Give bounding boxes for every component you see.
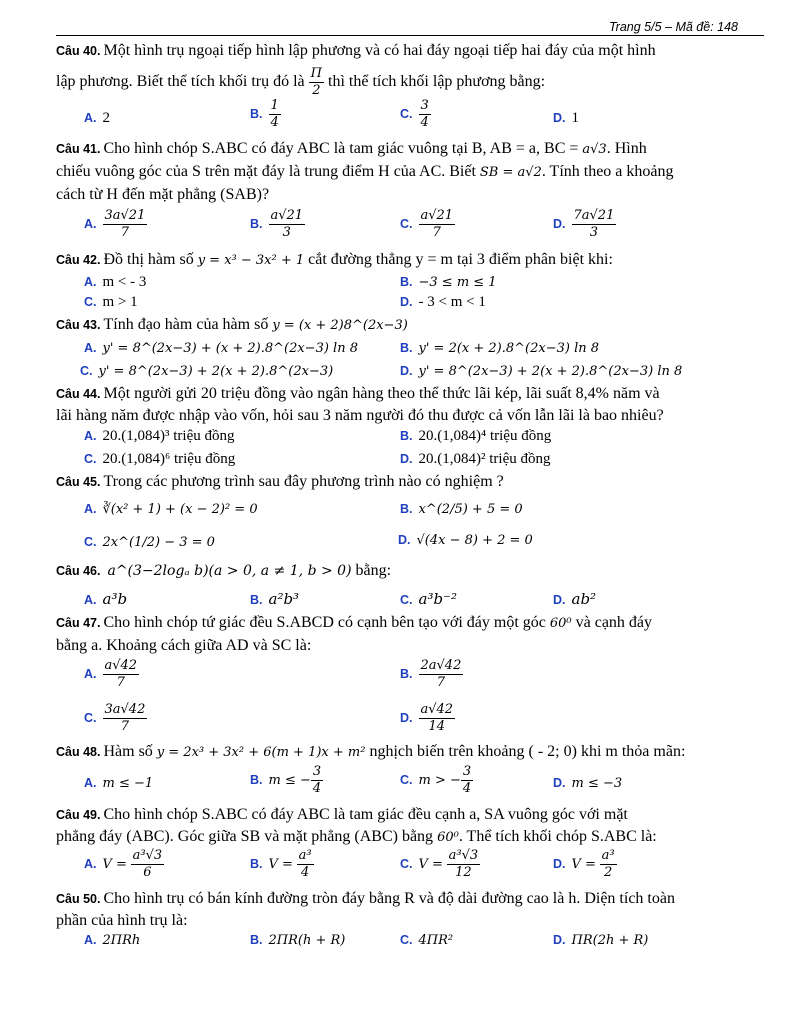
option-value: ΠR(2h + R)	[571, 933, 649, 948]
numerator: a√21	[270, 208, 304, 223]
denominator: 4	[301, 865, 310, 880]
option-d[interactable]	[400, 449, 550, 469]
option-value: m ≤ −3	[571, 776, 623, 791]
option-d[interactable]	[400, 292, 486, 312]
option-value: 2	[102, 110, 110, 126]
question-44	[56, 383, 764, 427]
question-text	[56, 560, 764, 582]
option-value: 4ΠR²	[418, 933, 454, 948]
option-value: √(4x − 8) + 2 = 0	[416, 533, 533, 548]
question-text	[56, 314, 764, 337]
question-text	[56, 249, 764, 272]
option-label: B.	[400, 666, 413, 681]
text-line: . Thể tích khối chóp S.ABC là:	[458, 828, 657, 845]
option-label: D.	[553, 111, 566, 125]
option-c[interactable]	[400, 98, 431, 131]
question-label: Câu 50.	[56, 892, 101, 906]
option-b[interactable]	[250, 848, 314, 881]
fraction	[419, 658, 464, 691]
option-label: D.	[553, 593, 566, 607]
option-label: B.	[250, 593, 263, 607]
denominator: 2	[604, 865, 613, 880]
question-text	[56, 184, 764, 206]
option-label: A.	[84, 275, 97, 289]
denominator: 4	[462, 781, 472, 796]
question-45	[56, 471, 764, 493]
numerator: a√21	[420, 208, 454, 223]
question-47	[56, 612, 764, 657]
text-line: lập phương. Biết thể tích khối trụ đó là	[56, 73, 305, 91]
denominator: 7	[116, 675, 125, 690]
fraction	[447, 848, 481, 881]
option-label: B.	[400, 429, 413, 443]
option-value: 2x^(1/2) − 3 = 0	[102, 535, 215, 550]
question-43	[56, 314, 764, 337]
fraction	[309, 66, 324, 99]
option-b[interactable]	[250, 930, 345, 951]
option-label: C.	[80, 364, 93, 378]
option-d[interactable]	[400, 361, 682, 382]
option-label: C.	[84, 295, 97, 309]
page-number: Trang 5/5 – Mã đề: 148	[608, 20, 738, 34]
text-line: phẳng đáy (ABC). Góc giữa SB và mặt phẳng (ABC) bằng	[56, 828, 434, 845]
fraction	[572, 208, 617, 241]
option-b[interactable]	[400, 426, 551, 446]
text-line: Đồ thị hàm số	[103, 251, 194, 268]
math-expression: y = 2x³ + 3x² + 6(m + 1)x + m²	[156, 745, 366, 760]
option-value: 20.(1,084)⁶ triệu đồng	[102, 451, 236, 467]
denominator: 4	[420, 115, 429, 130]
question-40	[56, 40, 764, 99]
option-value: 2ΠR(h + R)	[268, 933, 346, 948]
denominator: 7	[432, 225, 441, 240]
denominator: 14	[428, 719, 446, 734]
option-label: A.	[84, 111, 97, 125]
text-line: và cạnh đáy	[575, 614, 653, 631]
question-text	[56, 826, 764, 849]
option-c[interactable]	[400, 208, 455, 241]
option-value: x^(2/5) + 5 = 0	[418, 502, 523, 517]
option-label: B.	[250, 216, 263, 231]
numerator: 3a√21	[104, 208, 146, 223]
option-value: y' = 8^(2x−3) + 2(x + 2).8^(2x−3) ln 8	[418, 364, 683, 379]
question-text	[56, 888, 764, 910]
text-line: phần của hình trụ là:	[56, 912, 188, 929]
fraction	[297, 848, 314, 881]
option-value: m > 1	[102, 294, 138, 310]
option-label: A.	[84, 856, 97, 871]
fraction	[419, 98, 431, 131]
denominator: 7	[120, 225, 130, 240]
option-label: A.	[84, 593, 97, 607]
option-a[interactable]	[84, 930, 140, 951]
question-label: Câu 42.	[56, 253, 101, 267]
option-c[interactable]	[84, 532, 215, 553]
question-text	[56, 138, 764, 161]
fraction	[103, 658, 140, 691]
option-label: A.	[84, 502, 97, 516]
question-label: Câu 49.	[56, 808, 101, 822]
option-value: - 3 < m < 1	[418, 294, 486, 310]
option-a[interactable]	[84, 426, 234, 446]
question-41	[56, 138, 764, 206]
fraction	[419, 208, 456, 241]
option-label: C.	[400, 856, 413, 871]
option-b[interactable]	[250, 98, 281, 131]
question-48	[56, 741, 764, 764]
question-text	[56, 741, 764, 764]
question-text	[56, 161, 764, 184]
option-prefix: V =	[268, 856, 293, 872]
option-label: C.	[400, 106, 413, 121]
option-label: A.	[84, 933, 97, 947]
option-label: B.	[250, 772, 263, 787]
question-label: Câu 46.	[56, 564, 101, 578]
option-prefix: V =	[418, 856, 443, 872]
question-label: Câu 48.	[56, 745, 101, 759]
text-line: bằng:	[355, 562, 392, 579]
numerator: a³	[601, 848, 615, 863]
option-value: ∛(x² + 1) + (x − 2)² = 0	[102, 502, 258, 517]
option-c[interactable]	[400, 764, 473, 797]
option-label: D.	[553, 856, 566, 871]
option-value: a²b³	[268, 590, 300, 608]
option-d[interactable]	[553, 108, 579, 128]
math-expression: 60⁰	[437, 830, 459, 845]
question-text	[56, 405, 764, 427]
numerator: 7a√21	[573, 208, 615, 223]
denominator: 4	[270, 115, 279, 130]
option-value: y' = 2(x + 2).8^(2x−3) ln 8	[418, 341, 600, 356]
numerator: Π	[310, 66, 322, 81]
option-value: m ≤ −1	[102, 776, 154, 791]
option-c[interactable]	[400, 848, 480, 881]
text-line: Hàm số	[103, 743, 153, 760]
option-label: D.	[400, 364, 413, 378]
question-label: Câu 44.	[56, 387, 101, 401]
question-42	[56, 249, 764, 272]
option-label: B.	[250, 933, 263, 947]
option-value: a³b	[102, 590, 128, 608]
option-d[interactable]	[400, 702, 455, 735]
option-a[interactable]	[84, 848, 164, 881]
option-a[interactable]	[84, 338, 358, 359]
question-text	[56, 804, 764, 826]
option-label: C.	[84, 710, 97, 725]
option-c[interactable]	[400, 589, 457, 610]
option-a[interactable]	[84, 208, 147, 241]
option-b[interactable]	[250, 589, 299, 610]
option-value: m < - 3	[102, 274, 147, 290]
math-expression: SB = a√2	[479, 165, 542, 180]
option-value: ab²	[571, 590, 597, 608]
question-label: Câu 45.	[56, 475, 101, 489]
question-label: Câu 43.	[56, 318, 101, 332]
denominator: 2	[312, 83, 321, 98]
fraction	[461, 764, 473, 797]
option-label: D.	[553, 216, 566, 231]
text-line: nghịch biến trên khoảng ( - 2; 0) khi m thỏa mãn:	[369, 743, 686, 760]
denominator: 4	[312, 781, 322, 796]
option-c[interactable]	[80, 361, 333, 382]
option-b[interactable]	[400, 499, 523, 520]
fraction	[269, 208, 306, 241]
numerator: 3a√42	[104, 702, 146, 717]
option-label: B.	[250, 856, 263, 871]
fraction	[600, 848, 617, 881]
numerator: a√42	[420, 702, 454, 717]
option-label: D.	[553, 776, 566, 790]
denominator: 3	[589, 225, 599, 240]
option-label: B.	[400, 341, 413, 355]
math-expression: a√3	[582, 142, 607, 157]
text-line: Trong các phương trình sau đây phương trình nào có nghiệm ?	[103, 473, 504, 490]
option-label: D.	[398, 533, 411, 547]
option-label: A.	[84, 429, 97, 443]
question-text	[56, 66, 764, 99]
option-label: B.	[400, 502, 413, 516]
question-label: Câu 41.	[56, 142, 101, 156]
option-label: D.	[400, 452, 413, 466]
text-line: . Tính theo a khoảng	[541, 163, 674, 180]
denominator: 7	[120, 719, 130, 734]
option-label: C.	[400, 593, 413, 607]
numerator: 1	[270, 98, 279, 113]
math-expression: y = (x + 2)8^(2x−3)	[272, 318, 408, 333]
fraction	[103, 702, 148, 735]
option-d[interactable]	[398, 530, 533, 551]
option-value: 20.(1,084)² triệu đồng	[418, 451, 551, 467]
question-text	[56, 910, 764, 932]
option-b[interactable]	[250, 208, 305, 241]
text-line: cách từ H đến mặt phẳng (SAB)?	[56, 186, 270, 203]
text-line: Tính đạo hàm của hàm số	[103, 316, 269, 333]
option-label: A.	[84, 666, 97, 681]
numerator: 3	[312, 764, 322, 779]
text-line: Cho hình trụ có bán kính đường tròn đáy bằng R và độ dài đường cao là h. Diện tích toàn	[103, 890, 675, 907]
text-line: thì thể tích khối lập phương bằng:	[328, 73, 546, 91]
question-text	[56, 383, 764, 405]
option-a[interactable]	[84, 108, 110, 128]
math-expression: 60⁰	[549, 616, 572, 631]
text-line: Cho hình chóp tứ giác đều S.ABCD có cạnh bên tạo với đáy một góc	[103, 614, 546, 631]
question-label: Câu 47.	[56, 616, 101, 630]
option-label: D.	[400, 295, 413, 309]
option-prefix: m ≤ −	[268, 772, 311, 788]
option-b[interactable]	[250, 764, 323, 797]
option-value: 20.(1,084)³ triệu đồng	[102, 428, 235, 444]
question-text	[56, 471, 764, 493]
text-line: chiếu vuông góc của S trên mặt đáy là trung điểm H của AC. Biết	[56, 163, 476, 180]
option-c[interactable]	[84, 449, 235, 469]
denominator: 3	[282, 225, 291, 240]
option-label: A.	[84, 216, 97, 231]
page-header	[56, 20, 764, 36]
option-b[interactable]	[400, 272, 497, 293]
text-line: . Hình	[606, 140, 647, 157]
option-label: A.	[84, 341, 97, 355]
option-value: y' = 8^(2x−3) + 2(x + 2).8^(2x−3)	[98, 364, 334, 379]
option-label: D.	[553, 933, 566, 947]
option-d[interactable]	[553, 208, 616, 241]
option-d[interactable]	[553, 773, 622, 794]
option-c[interactable]	[84, 292, 138, 312]
numerator: a³√3	[448, 848, 479, 863]
option-b[interactable]	[400, 338, 599, 359]
denominator: 7	[436, 675, 446, 690]
fraction	[311, 764, 323, 797]
option-value: a³b⁻²	[418, 590, 457, 608]
option-label: C.	[400, 933, 413, 947]
fraction	[269, 98, 281, 131]
option-a[interactable]	[84, 499, 258, 520]
option-a[interactable]	[84, 658, 139, 691]
question-label: Câu 40.	[56, 44, 101, 58]
fraction	[419, 702, 456, 735]
text-line: bằng a. Khoảng cách giữa AD và SC là:	[56, 637, 312, 654]
option-prefix: V =	[102, 856, 127, 872]
text-line: cắt đường thẳng y = m tại 3 điểm phân biệt khi:	[308, 251, 613, 268]
question-text	[56, 612, 764, 635]
option-label: B.	[250, 106, 263, 121]
option-prefix: m > −	[418, 772, 461, 788]
option-d[interactable]	[553, 848, 617, 881]
option-a[interactable]	[84, 773, 153, 794]
option-a[interactable]	[84, 589, 127, 610]
question-49	[56, 804, 764, 849]
fraction	[131, 848, 165, 881]
text-line: lãi hàng năm được nhập vào vốn, hỏi sau 3 năm người đó thu được cả vốn lẫn lãi là bao nhiêu?	[56, 407, 664, 424]
text-line: Cho hình chóp S.ABC có đáy ABC là tam giác đều cạnh a, SA vuông góc với mặt	[103, 806, 628, 823]
numerator: 3	[420, 98, 429, 113]
option-d[interactable]	[553, 930, 648, 951]
option-value: −3 ≤ m ≤ 1	[418, 275, 497, 290]
question-50	[56, 888, 764, 932]
option-c[interactable]	[84, 702, 147, 735]
numerator: 2a√42	[420, 658, 462, 673]
question-46	[56, 560, 764, 582]
option-label: D.	[400, 710, 413, 725]
numerator: a³	[298, 848, 312, 863]
option-label: A.	[84, 776, 97, 790]
option-label: B.	[400, 275, 413, 289]
denominator: 12	[455, 865, 472, 880]
option-label: C.	[84, 535, 97, 549]
option-value: y' = 8^(2x−3) + (x + 2).8^(2x−3) ln 8	[102, 341, 358, 356]
fraction	[103, 208, 148, 241]
option-value: 2ΠRh	[102, 933, 141, 948]
option-label: C.	[84, 452, 97, 466]
numerator: a³√3	[132, 848, 163, 863]
option-b[interactable]	[400, 658, 463, 691]
math-expression: y = x³ − 3x² + 1	[197, 253, 305, 268]
option-label: C.	[400, 772, 413, 787]
option-label: C.	[400, 216, 413, 231]
question-text	[56, 40, 764, 62]
text-line: Cho hình chóp S.ABC có đáy ABC là tam giác vuông tại B, AB = a, BC =	[103, 140, 579, 157]
option-value: 1	[571, 110, 579, 126]
option-a[interactable]	[84, 272, 146, 292]
option-c[interactable]	[400, 930, 453, 951]
option-value: 20.(1,084)⁴ triệu đồng	[418, 428, 552, 444]
option-d[interactable]	[553, 589, 596, 610]
option-prefix: V =	[571, 856, 596, 872]
denominator: 6	[143, 865, 152, 880]
math-expression: a^(3−2logₐ b)(a > 0, a ≠ 1, b > 0)	[107, 563, 352, 579]
text-line: Một người gửi 20 triệu đồng vào ngân hàng theo thể thức lãi kép, lãi suất 8,4% năm và	[103, 385, 660, 402]
numerator: a√42	[104, 658, 138, 673]
question-text	[56, 635, 764, 657]
numerator: 3	[462, 764, 472, 779]
text-line: Một hình trụ ngoại tiếp hình lập phương và có hai đáy ngoại tiếp hai đáy của một hình	[103, 42, 656, 59]
